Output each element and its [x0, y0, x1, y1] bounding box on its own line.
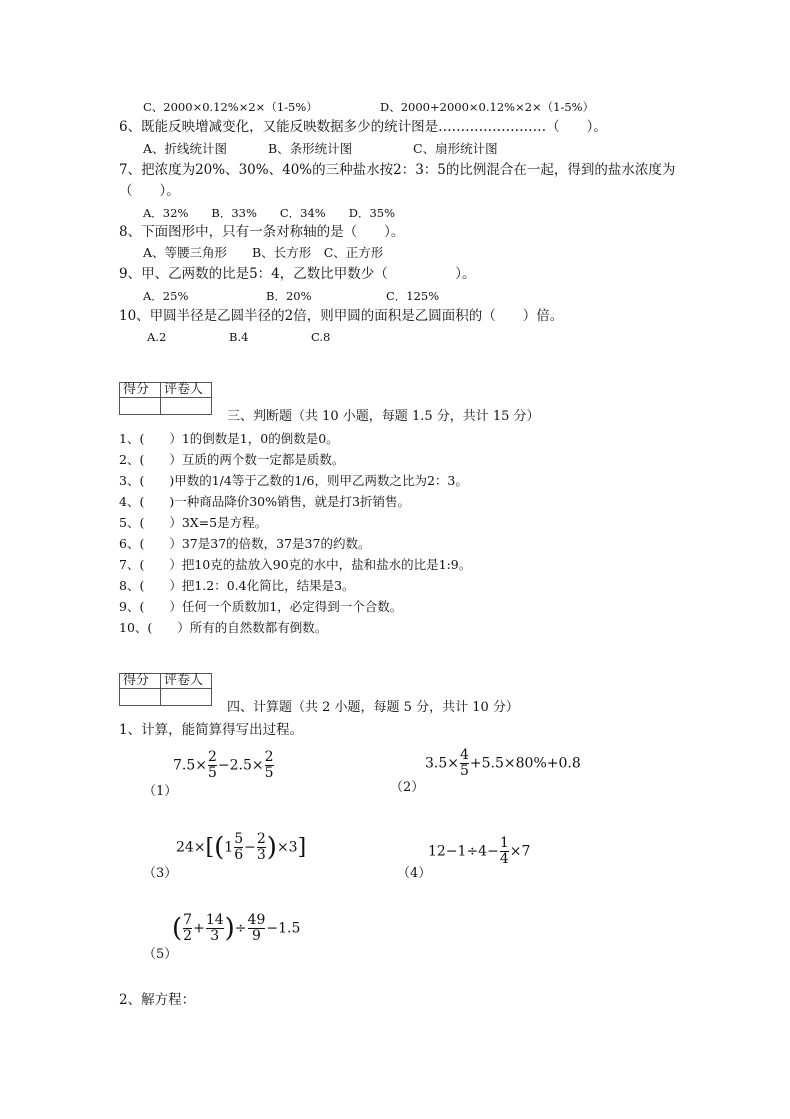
option-6b: B、条形统计图 [268, 141, 353, 156]
problem-4-expr: 12−1÷4− $\frac{1}{4}$ ×7 [428, 835, 531, 867]
calc-instruction: 1、计算，能简算得写出过程。 [119, 722, 304, 738]
judge-item-6: 6、( ）37是37的倍数，37是37的约数。 [119, 536, 371, 551]
problem-1-label: （1） [143, 784, 178, 799]
solve-equation-heading: 2、解方程： [119, 992, 196, 1008]
problem-5-label: （5） [143, 947, 178, 962]
option-10a: A.2 [147, 330, 167, 344]
fraction-4-5: $\frac{4}{5}$ [460, 747, 469, 779]
judge-item-5: 5、( ）3X=5是方程。 [119, 515, 268, 530]
question-10: 10、甲圆半径是乙圆半径的2倍，则甲圆的面积是乙圆面积的（ ）倍。 [119, 308, 564, 324]
problem-4-label: （4） [397, 866, 432, 881]
judge-item-1: 1、( ）1的倒数是1，0的倒数是0。 [119, 431, 339, 446]
option-6a: A、折线统计图 [143, 141, 228, 156]
judge-item-9: 9、( ）任何一个质数加1，必定得到一个合数。 [119, 599, 403, 614]
problem-3-label: （3） [143, 866, 178, 881]
score-label: 得分 [120, 383, 161, 398]
fraction-2-5: $\frac{2}{5}$ [264, 749, 274, 781]
options-7: A．32% B．33% C．34% D．35% [143, 206, 396, 220]
problem-1-expr: 7.5× $\frac{2}{5}$ −2.5× $\frac{2}{5}$ [173, 749, 274, 781]
fraction-7-2: $\frac{7}{2}$ [183, 912, 193, 944]
option-9c: C．125% [386, 289, 440, 303]
fraction-5-6: $\frac{5}{6}$ [234, 831, 244, 863]
question-6: 6、既能反映增减变化，又能反映数据多少的统计图是……………………（ ）。 [119, 119, 607, 135]
section4-title: 四、计算题（共 2 小题，每题 5 分，共计 10 分） [227, 700, 519, 715]
problem-5-expr: ( $\frac{7}{2}$ + $\frac{14}{3}$ )÷ $\frac{49}{9}$ −1.5 [172, 912, 301, 944]
judge-item-10: 10、( ）所有的自然数都有倒数。 [119, 620, 328, 635]
option-6c: C、扇形统计图 [413, 141, 498, 156]
option-5c: C、2000×0.12%×2×（1-5%） [143, 100, 318, 114]
score-label: 得分 [120, 674, 161, 689]
grader-label: 评卷人 [161, 383, 212, 398]
question-7-cont: （ ）。 [119, 183, 180, 199]
problem-2-expr: 3.5× $\frac{4}{5}$ +5.5×80%+0.8 [425, 747, 581, 779]
fraction-1-4: $\frac{1}{4}$ [499, 835, 509, 867]
judge-item-2: 2、( ）互质的两个数一定都是质数。 [119, 452, 345, 467]
judge-item-3: 3、( )甲数的1/4等于乙数的1/6，则甲乙两数之比为2：3。 [119, 473, 468, 488]
option-9b: B．20% [266, 289, 312, 303]
fraction-2-5: $\frac{2}{5}$ [208, 749, 217, 781]
score-box-section3 [119, 382, 212, 415]
option-5d: D、2000+2000×0.12%×2×（1-5%） [380, 100, 595, 114]
grader-cell[interactable] [161, 398, 212, 415]
option-9a: A．25% [143, 289, 189, 303]
question-9: 9、甲、乙两数的比是5：4，乙数比甲数少（ ）。 [119, 266, 476, 282]
question-8: 8、下面图形中，只有一条对称轴的是（ ）。 [119, 224, 405, 240]
judge-item-7: 7、( ）把10克的盐放入90克的水中，盐和盐水的比是1:9。 [119, 557, 472, 572]
fraction-49-9: $\frac{49}{9}$ [247, 912, 266, 944]
grader-cell[interactable] [161, 689, 212, 706]
section3-title: 三、判断题（共 10 小题，每题 1.5 分，共计 15 分） [227, 409, 540, 424]
problem-3-expr: 24×[(1 $\frac{5}{6}$ − $\frac{2}{3}$ )×3] [176, 831, 307, 863]
options-8: A、等腰三角形 B、长方形 C、正方形 [143, 245, 384, 260]
judge-item-8: 8、( ）把1.2：0.4化简比，结果是3。 [119, 578, 355, 593]
judge-item-4: 4、( )一种商品降价30%销售，就是打3折销售。 [119, 494, 410, 509]
question-7: 7、把浓度为20%、30%、40%的三种盐水按2：3：5的比例混合在一起，得到的盐水浓度为 [119, 162, 676, 178]
problem-2-label: （2） [390, 780, 425, 795]
option-10b: B.4 [229, 330, 249, 344]
fraction-14-3: $\frac{14}{3}$ [205, 912, 224, 944]
score-box-section4 [119, 673, 212, 706]
score-cell[interactable] [120, 689, 161, 706]
score-cell[interactable] [120, 398, 161, 415]
option-10c: C.8 [311, 330, 331, 344]
grader-label: 评卷人 [161, 674, 212, 689]
fraction-2-3: $\frac{2}{3}$ [256, 831, 266, 863]
